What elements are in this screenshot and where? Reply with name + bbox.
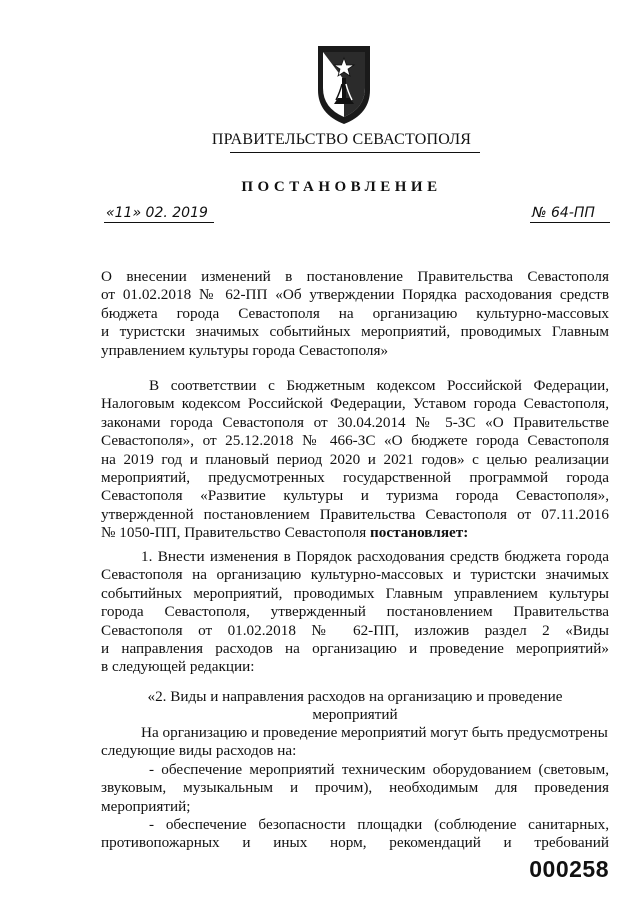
item1-line: в следующей редакции: — [101, 658, 255, 676]
preamble-line: мероприятий, предусмотренных государственной программой города — [101, 469, 609, 487]
document-number: № 64-ПП — [532, 205, 595, 221]
subject-line: от 01.02.2018 № 62-ПП «Об утверждении Порядка расходования средств — [101, 286, 609, 304]
item1-line: Севастополя от 01.02.2018 № 62-ПП, изложив раздел 2 «Виды — [101, 621, 609, 639]
preamble-line: В соответствии с Бюджетным кодексом Российской Федерации, — [149, 377, 609, 394]
preamble-line: на 2019 год и плановый период 2020 и 2021 годов» с целью реализации — [101, 450, 609, 468]
preamble-line — [101, 524, 609, 542]
item1-line: и направления расходов на организацию и проведение мероприятий» — [101, 640, 609, 658]
section-body-line: звуковым, музыкальным и прочим), необходимым для проведения — [101, 779, 609, 797]
government-underline — [230, 152, 480, 153]
government-name: ПРАВИТЕЛЬСТВО СЕВАСТОПОЛЯ — [211, 131, 472, 148]
subject-line: О внесении изменений в постановление Правительства Севастополя — [101, 268, 609, 285]
item1-line: Севастополя на организацию культурно-массовых и туристски значимых — [101, 566, 609, 584]
section-body-line: На организацию и проведение мероприятий могут быть предусмотрены — [141, 724, 608, 741]
section-body-line: следующие виды расходов на: — [101, 742, 297, 760]
document-date: «11» 02. 2019 — [106, 205, 208, 221]
section-body-line: - обеспечение мероприятий техническим оборудованием (световым, — [149, 760, 609, 778]
sevastopol-coat-of-arms-icon — [314, 40, 374, 126]
page-serial-number: 000258 — [529, 856, 609, 882]
number-underline — [530, 222, 610, 223]
preamble-decree-word: постановляет: — [370, 524, 469, 542]
subject-line: и туристски значимых событийных мероприятий, проводимых Главным — [101, 323, 609, 341]
subject-line: бюджета города Севастополя на организацию культурно-массовых — [101, 304, 609, 322]
item1-line: событийных мероприятий, проводимых Главным управлением культуры — [101, 584, 609, 602]
preamble-last-text: № 1050-ПП, Правительство Севастополя — [101, 524, 367, 542]
section-body-line: противопожарных и иных норм, рекомендаций и требований — [101, 834, 609, 852]
section-heading-line: мероприятий — [312, 706, 398, 724]
preamble-line: Севастополя», от 25.12.2018 № 466-ЗС «О бюджете города Севастополя — [101, 432, 609, 450]
item1-line: города Севастополя, утвержденный постановлением Правительства — [101, 603, 609, 621]
section-body — [101, 724, 609, 853]
preamble-block — [101, 377, 609, 543]
section-heading — [101, 688, 609, 725]
preamble-line: Севастополя «Развитие культуры и туризма города Севастополя», — [101, 487, 609, 505]
preamble-line: утвержденной постановлением Правительства Севастополя от 07.11.2016 — [101, 505, 609, 523]
item1-line: 1. Внести изменения в Порядок расходования средств бюджета города — [141, 548, 609, 565]
document-type-title: ПОСТАНОВЛЕНИЕ — [241, 179, 442, 195]
preamble-line: законами города Севастополя от 30.04.2014 № 5-ЗС «О Правительстве — [101, 413, 609, 431]
section-body-line: - обеспечение безопасности площадки (соблюдение санитарных, — [149, 816, 609, 834]
subject-block — [101, 268, 609, 360]
date-underline — [104, 222, 214, 223]
preamble-line: Налоговым кодексом Российской Федерации, Уставом города Севастополя, — [101, 395, 609, 413]
section-heading-line: «2. Виды и направления расходов на организацию и проведение — [147, 688, 563, 705]
subject-line: управлением культуры города Севастополя» — [101, 341, 389, 359]
section-body-line: мероприятий; — [101, 797, 191, 815]
item1-block — [101, 548, 609, 677]
